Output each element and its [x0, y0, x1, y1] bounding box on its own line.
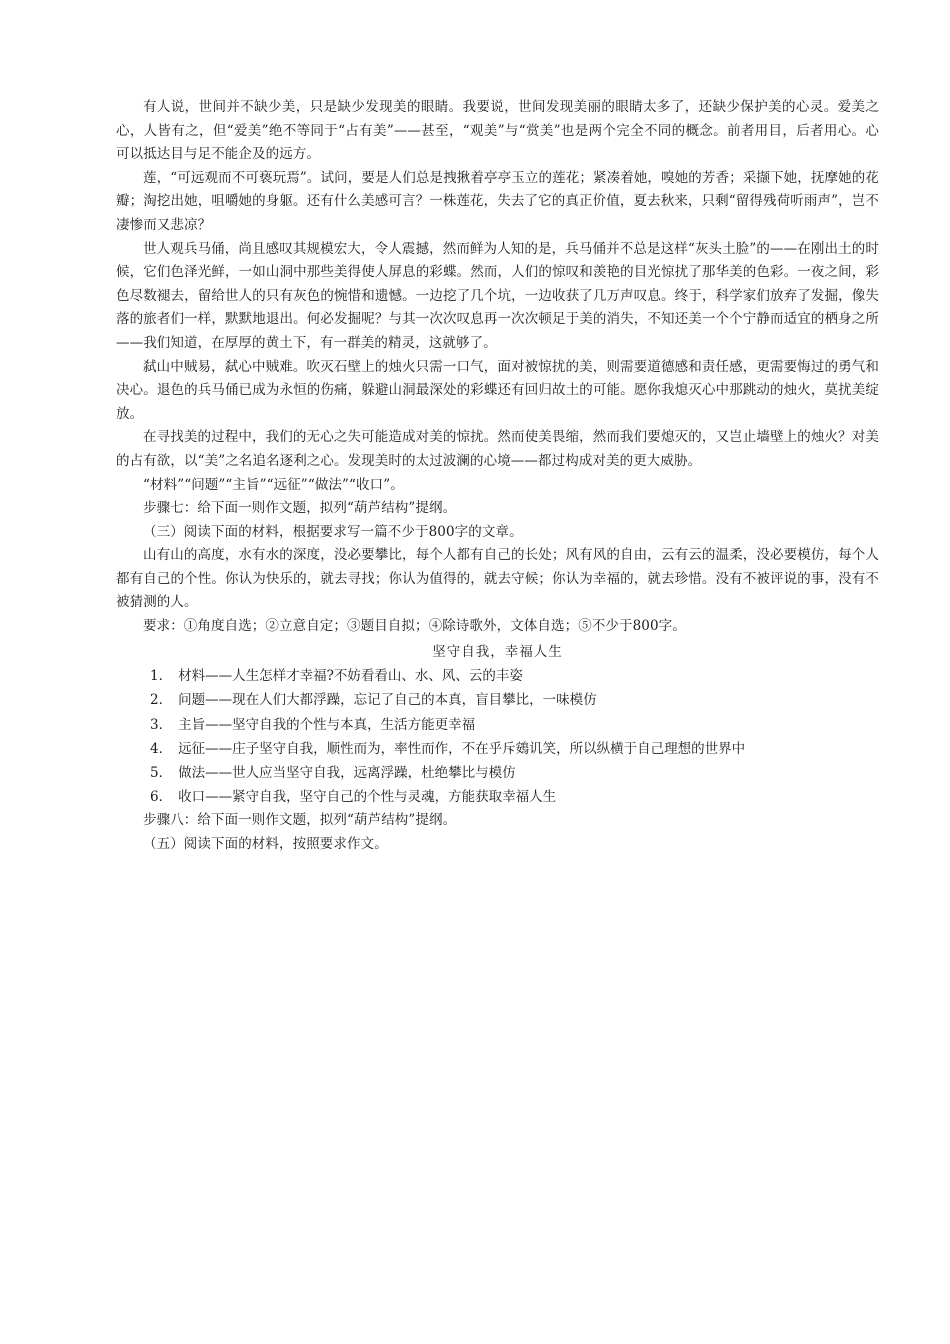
keywords-line: “材料”“问题”“主旨”“远征”“做法”“收口”。 [143, 476, 404, 493]
essay-paragraph-4: 弑山中贼易，弑心中贼难。吹灭石壁上的烛火只需一口气，面对被惊扰的美，则需要道德感和责任感，更需要悔过的勇气和决心。退色的兵马俑已成为永恒的伤痛，躲避山洞最深处的彩蝶还有回归故土的可能。愿你我熄灭心中那跳动的烛火，莫扰美绽放。 [116, 358, 879, 422]
outline-item: 4． 远征——庄子坚守自我，顺性而为，率性而作，不在乎斥鴳讥笑，所以纵横于自己理想的世界中 [150, 740, 746, 757]
step-seven: 步骤七：给下面一则作文题，拟列“葫芦结构”提纲。 [143, 500, 457, 517]
task-five-heading: （五）阅读下面的材料，按照要求作文。 [143, 836, 388, 853]
outline-item: 1． 材料——人生怎样才幸福?不妨看看山、水、风、云的丰姿 [150, 668, 523, 685]
task-three-material: 山有山的高度，水有水的深度，没必要攀比，每个人都有自己的长处；风有风的自由，云有云的温柔，没必要模仿，每个人都有自己的个性。你认为快乐的，就去寻找；你认为值得的，就去守候；你认为幸福的，就去珍惜。没有不被评说的事，没有不被猜测的人。 [116, 547, 879, 611]
outline-title: 坚守自我，幸福人生 [432, 643, 563, 660]
document-page [116, 96, 879, 857]
step-eight: 步骤八：给下面一则作文题，拟列“葫芦结构”提纲。 [143, 812, 457, 829]
essay-paragraph-5: 在寻找美的过程中，我们的无心之失可能造成对美的惊扰。然而使美畏缩，然而我们要熄灭的，又岂止墙壁上的烛火？对美的占有欲，以“美”之名追名逐利之心。发现美时的太过波澜的心境——都过构成对美的更大威胁。 [116, 429, 879, 469]
outline-item: 2． 问题——现在人们大都浮躁，忘记了自己的本真，盲目攀比，一味模仿 [150, 692, 597, 709]
outline-item: 3． 主旨——坚守自我的个性与本真，生活方能更幸福 [150, 716, 476, 733]
task-three-requirements: 要求：①角度自选；②立意自定；③题目自拟；④除诗歌外，文体自选；⑤不少于800字。 [143, 618, 686, 635]
outline-list [116, 664, 879, 809]
essay-paragraph-3: 世人观兵马俑，尚且感叹其规模宏大，令人震撼，然而鲜为人知的是，兵马俑并不总是这样“灰头土脸”的——在刚出土的时候，它们色泽光鲜，一如山洞中那些美得使人屏息的彩蝶。然而，人们的惊叹和羡艳的目光惊扰了那华美的色彩。一夜之间，彩色尽数褪去，留给世人的只有灰色的惋惜和遗憾。一边挖了几个坑，一边收获了几万声叹息。终于，科学家们放弃了发掘，像失落的旅者们一样，默默地退出。何必发掘呢？与其一次次叹息再一次次顿足于美的消失，不知还美一个个宁静而适宜的栖身之所——我们知道，在厚厚的黄土下，有一群美的精灵，这就够了。 [116, 240, 879, 351]
outline-item: 6． 收口——紧守自我，坚守自己的个性与灵魂，方能获取幸福人生 [150, 789, 557, 806]
essay-paragraph-2: 莲，“可远观而不可亵玩焉”。试问，要是人们总是拽揪着亭亭玉立的莲花；紧凑着她，嗅她的芳香；采撷下她，抚摩她的花瓣；淘挖出她，咀嚼她的身躯。还有什么美感可言？一株莲花，失去了它的真正价值，夏去秋来，只剩“留得残荷听雨声”，岂不凄惨而又悲凉？ [116, 169, 879, 233]
essay-paragraph-1: 有人说，世间并不缺少美，只是缺少发现美的眼睛。我要说，世间发现美丽的眼睛太多了，还缺少保护美的心灵。爱美之心，人皆有之，但“爱美”绝不等同于“占有美”——甚至，“观美”与“赏美”也是两个完全不同的概念。前者用目，后者用心。心可以抵达目与足不能企及的远方。 [116, 99, 879, 163]
task-three-heading: （三）阅读下面的材料，根据要求写一篇不少于800字的文章。 [143, 523, 523, 540]
outline-item: 5． 做法——世人应当坚守自我，远离浮躁，杜绝攀比与模仿 [150, 765, 516, 782]
